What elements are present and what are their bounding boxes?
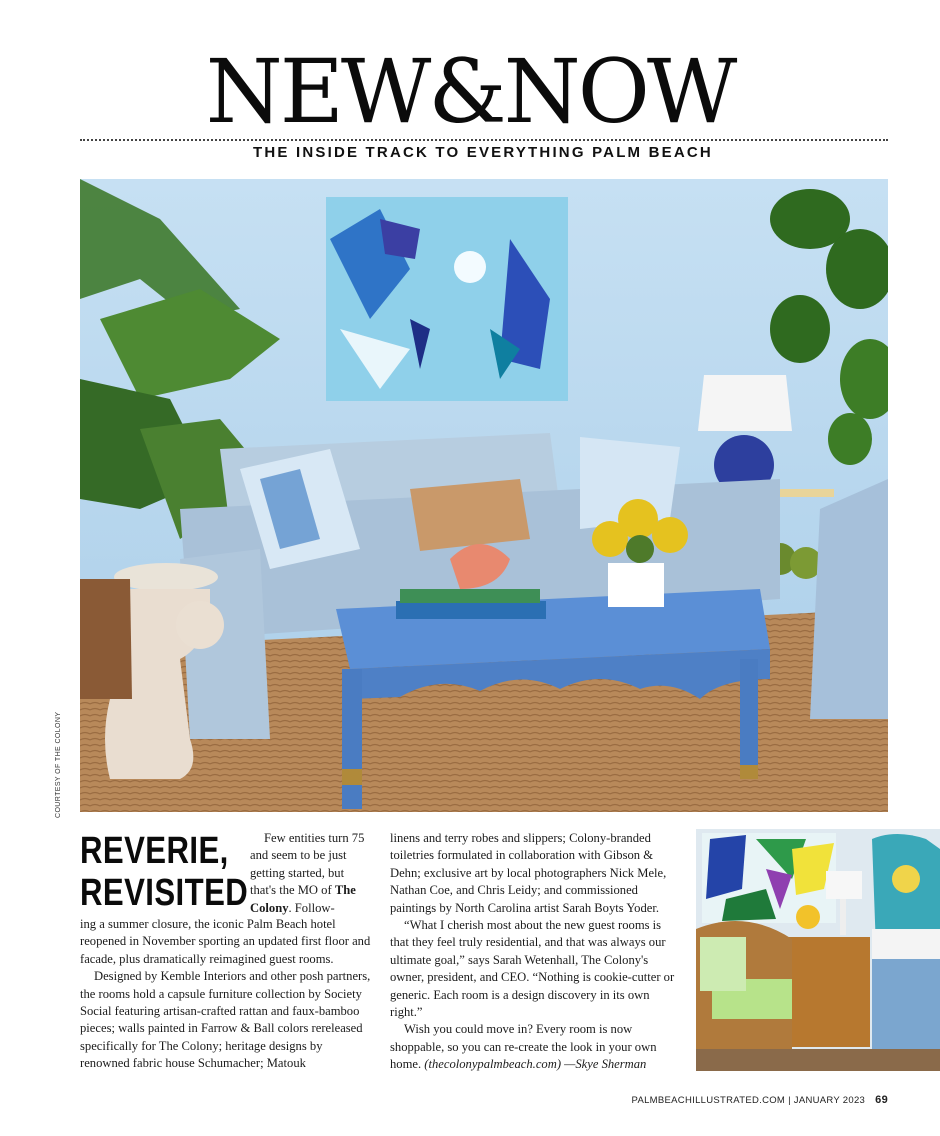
folio-site-date: PALMBEACHILLUSTRATED.COM | JANUARY 2023 xyxy=(631,1095,866,1106)
page-folio xyxy=(0,1094,888,1106)
dotted-rule xyxy=(80,139,888,141)
hero-photo xyxy=(80,179,888,812)
paragraph-1-rest: ing a summer closure, the iconic Palm Beach hotel reopened in November sporting an updated first floor and facade, plus dramatically reimagined guest rooms. xyxy=(80,917,371,966)
paragraph-2-cont: linens and terry robes and slippers; Colony-branded toiletries formulated in collaboration with Gibson & Dehn; exclusive art by local photographers Nick Mele, Nathan Coe, and Chris Leidy; and commissioned paintings by North Carolina artist Sarah Boyts Yoder. xyxy=(390,831,667,915)
section-tagline: THE INSIDE TRACK TO EVERYTHING PALM BEACH xyxy=(253,144,713,161)
article-lede xyxy=(250,830,372,917)
headline-line-2: REVISITED xyxy=(80,872,249,914)
paragraph-2: Designed by Kemble Interiors and other posh partners, the rooms hold a capsule furniture collection by Society Social featuring artisan-crafted rattan and faux-bamboo pieces; walls painted in Farrow & Ball colors rereleased specifically for The Colony; heritage designs by renowned fabric house Schumacher; Matouk xyxy=(80,969,371,1071)
paragraph-3: “What I cherish most about the new guest rooms is that they feel truly residential, and that was always our ultimate goal,” says Sarah Wetenhall, The Colony's owner, president, and CEO. “Nothing is cookie-cutter or generic. Each room is a design discovery in its own right.” xyxy=(390,918,675,1020)
lede-text: Few entities turn 75 and seem to be just getting started, but that's the MO of xyxy=(250,831,365,898)
paragraph-4: Wish you could move in? Every room is now shoppable, so you can re-create the look in your own home. xyxy=(390,1022,657,1072)
photo-credit: COURTESY OF THE COLONY xyxy=(55,711,62,818)
article-column-1 xyxy=(80,916,372,1073)
lede-hyphen: . Follow- xyxy=(288,900,335,915)
hotel-name: The Colony xyxy=(250,883,356,915)
headline-line-1: REVERIE, xyxy=(80,830,229,872)
page-number: 69 xyxy=(875,1094,888,1106)
article-headline xyxy=(80,830,249,914)
article-column-2 xyxy=(390,830,682,1074)
inset-photo xyxy=(696,829,940,1071)
url-byline: (thecolonypalmbeach.com) —Skye Sherman xyxy=(424,1057,647,1072)
masthead-title: NEW&NOW xyxy=(205,40,735,143)
abstract-painting xyxy=(326,197,568,401)
